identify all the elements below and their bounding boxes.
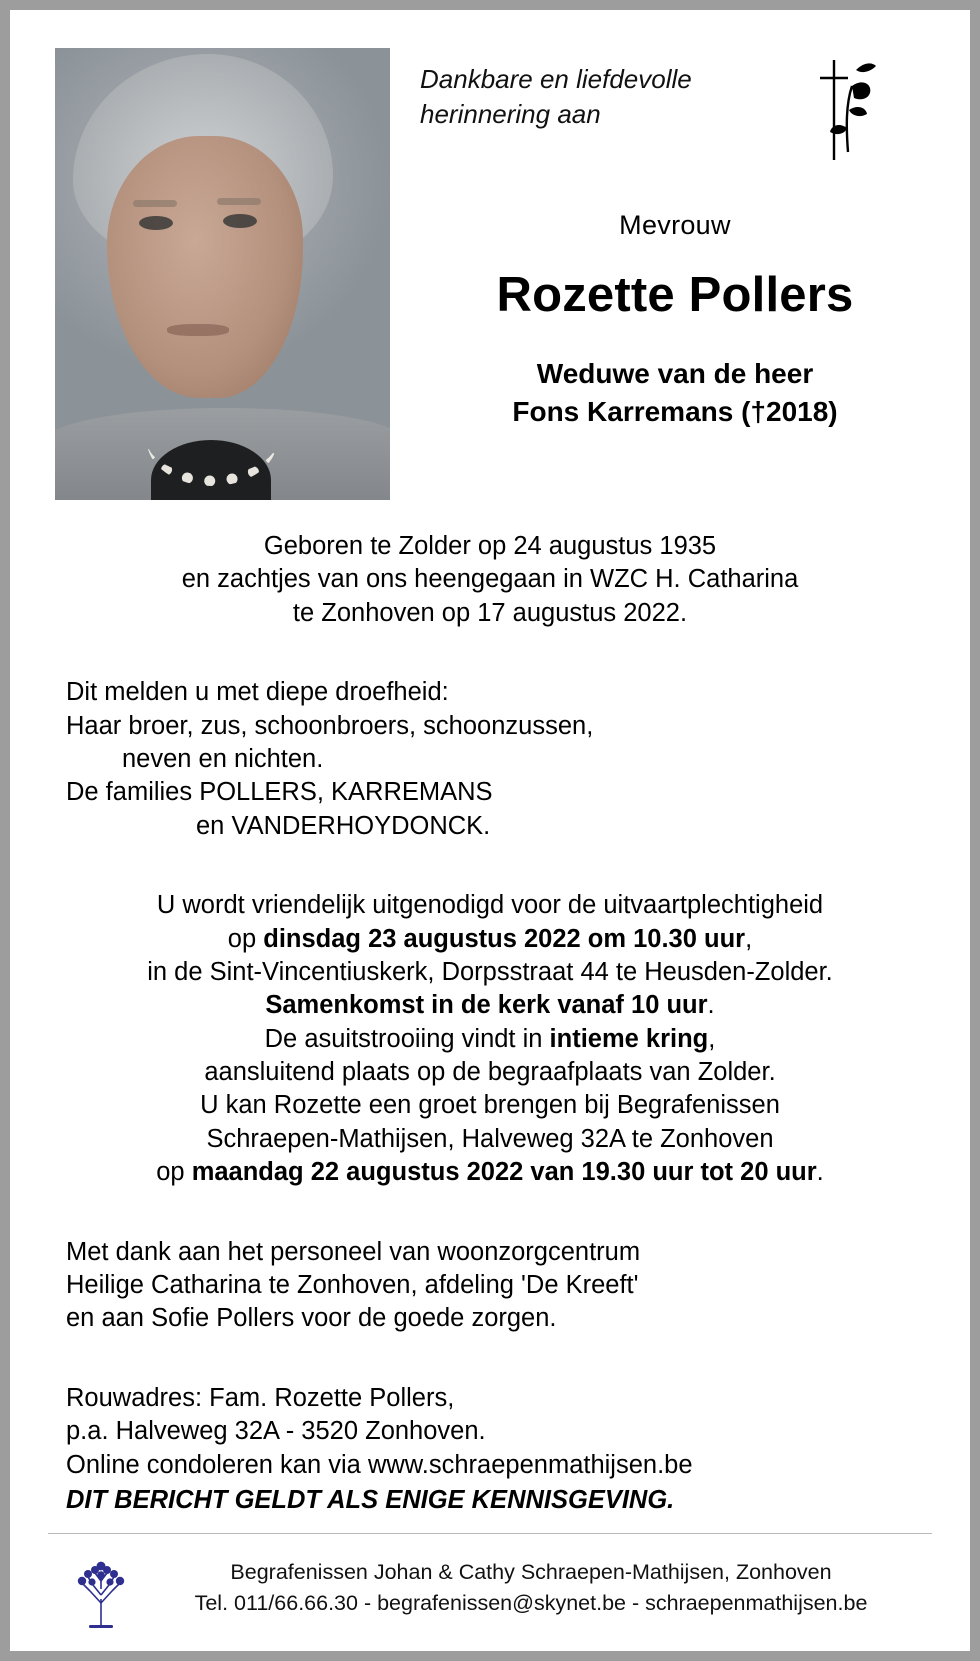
portrait-eyebrow-right [217, 198, 261, 205]
service-line-5-bold: intieme kring [549, 1024, 709, 1053]
birth-death-block [66, 530, 914, 630]
footer-divider [48, 1533, 932, 1534]
widow-line-2: Fons Karremans (†2018) [512, 395, 838, 427]
widow-info [405, 355, 945, 431]
service-line-4 [66, 989, 914, 1022]
thanks-line-3: en aan Sofie Pollers voor de goede zorgen. [66, 1304, 557, 1333]
announcement-line-2: Haar broer, zus, schoonbroers, schoonzussen, [66, 711, 594, 740]
card-body [10, 530, 970, 1517]
service-line-5-suffix: , [708, 1024, 716, 1053]
service-line-9-suffix: . [816, 1158, 824, 1187]
service-line-2 [66, 923, 914, 956]
notice-text: DIT BERICHT GELDT ALS ENIGE KENNISGEVING. [66, 1485, 675, 1514]
service-line-9 [66, 1156, 914, 1189]
condolence-line-2: p.a. Halveweg 32A - 3520 Zonhoven. [66, 1417, 486, 1446]
deceased-name: Rozette Pollers [496, 268, 854, 322]
condolence-line-1: Rouwadres: Fam. Rozette Pollers, [66, 1383, 455, 1412]
service-line-3: in de Sint-Vincentiuskerk, Dorpsstraat 44 te Heusden-Zolder. [147, 957, 833, 986]
announcement-block [66, 676, 914, 843]
condolence-line-3: Online condoleren kan via www.schraepenmathijsen.be [66, 1450, 693, 1479]
birth-death-line-3: te Zonhoven op 17 augustus 2022. [292, 598, 688, 627]
service-line-4-bold: Samenkomst in de kerk vanaf 10 uur [265, 991, 708, 1020]
announcement-line-1: Dit melden u met diepe droefheid: [66, 678, 449, 707]
service-details-block [66, 889, 914, 1190]
service-line-1: U wordt vriendelijk uitgenodigd voor de uitvaartplechtigheid [156, 891, 824, 920]
service-line-2-suffix: , [745, 924, 753, 953]
footer-text [122, 1557, 940, 1619]
thanks-line-2: Heilige Catharina te Zonhoven, afdeling 'De Kreeft' [66, 1271, 639, 1300]
thanks-block [66, 1236, 914, 1336]
service-line-8: Schraepen-Mathijsen, Halveweg 32A te Zonhoven [206, 1124, 774, 1153]
service-line-5 [66, 1023, 914, 1056]
footer-line-1: Begrafenissen Johan & Cathy Schraepen-Mathijsen, Zonhoven [230, 1560, 832, 1584]
birth-death-line-2: en zachtjes van ons heengegaan in WZC H. Catharina [181, 565, 799, 594]
portrait-eyebrow-left [133, 200, 177, 207]
announcement-line-4: De families POLLERS, KARREMANS [66, 778, 493, 807]
service-line-9-prefix: op [156, 1158, 192, 1187]
announcement-line-5: en VANDERHOYDONCK. [196, 811, 491, 840]
card-header [10, 10, 970, 500]
condolence-block [66, 1382, 914, 1518]
service-line-7: U kan Rozette een groet brengen bij Begrafenissen [200, 1091, 780, 1120]
card-footer [10, 1533, 970, 1651]
deceased-portrait-photo [55, 48, 390, 500]
intro-text: Dankbare en liefdevolle herinnering aan [420, 64, 692, 130]
service-line-2-bold: dinsdag 23 augustus 2022 om 10.30 uur [263, 924, 746, 953]
portrait-eye-left [139, 216, 173, 230]
announcement-line-3: neven en nichten. [122, 744, 324, 773]
name-block [405, 210, 945, 431]
service-line-5-prefix: De asuitstrooiing vindt in [264, 1024, 550, 1053]
footer-line-2: Tel. 011/66.66.30 - begrafenissen@skynet.be - schraepenmathijsen.be [194, 1591, 868, 1616]
cross-with-rose-icon [812, 56, 882, 166]
memorial-card [10, 10, 970, 1651]
service-line-4-suffix: . [707, 991, 715, 1020]
portrait-eye-right [223, 214, 257, 228]
thanks-line-1: Met dank aan het personeel van woonzorgcentrum [66, 1237, 641, 1266]
service-line-9-bold: maandag 22 augustus 2022 van 19.30 uur tot 20 uur [191, 1158, 817, 1187]
widow-line-1: Weduwe van de heer [536, 358, 814, 389]
birth-death-line-1: Geboren te Zolder op 24 augustus 1935 [263, 532, 717, 560]
portrait-mouth [167, 324, 229, 336]
service-line-6: aansluitend plaats op de begraafplaats van Zolder. [204, 1058, 776, 1087]
salutation: Mevrouw [619, 210, 731, 240]
service-line-2-prefix: op [227, 924, 264, 953]
